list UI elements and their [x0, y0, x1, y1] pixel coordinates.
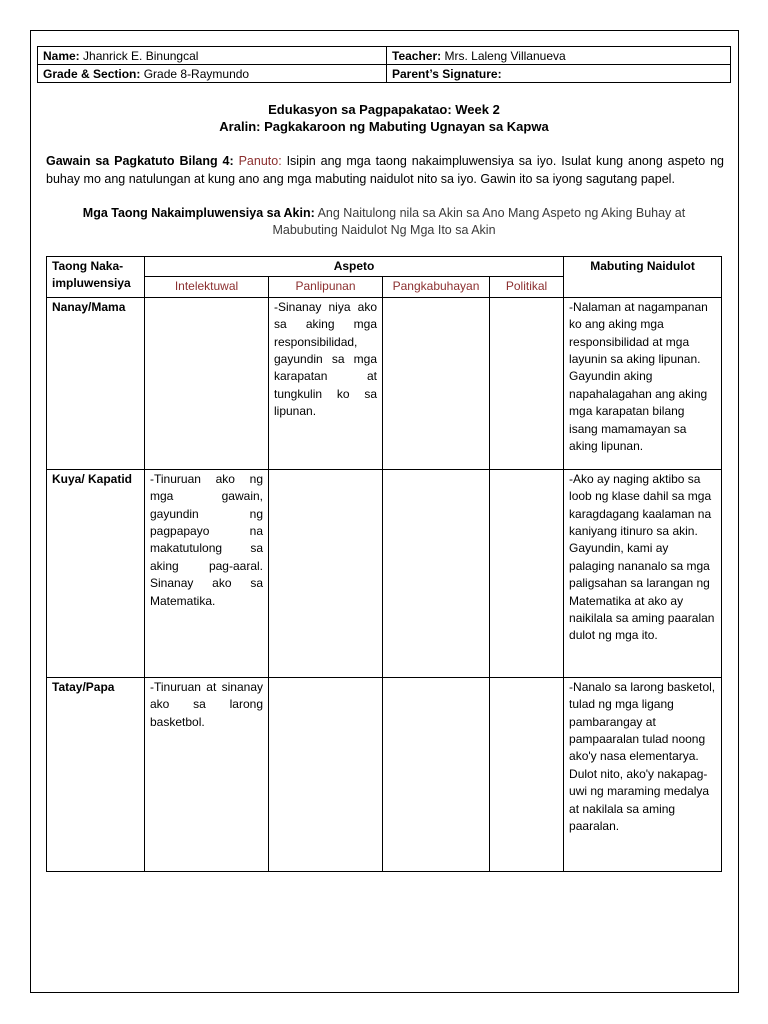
instructions: [46, 152, 724, 188]
name-value: Jhanrick E. Binungcal: [83, 48, 199, 63]
activity-label: Gawain sa Pagkatuto Bilang 4:: [46, 154, 234, 168]
subheading-line2: Mabubuting Naidulot Ng Mga Ito sa Akin: [272, 223, 496, 237]
subheading-line1: Ang Naitulong nila sa Akin sa Ano Mang Aspeto ng Aking Buhay at: [317, 206, 686, 220]
grade-label: Grade & Section:: [43, 66, 141, 81]
student-info-table: [37, 46, 731, 83]
panlipunan-cell: [269, 469, 383, 677]
intelektuwal-cell: [145, 297, 269, 469]
parent-signature-cell: [387, 65, 731, 83]
table-row: [47, 677, 722, 871]
aspect-intelektuwal: Intelektuwal: [145, 277, 269, 297]
intelektuwal-cell: -Tinuruan ako ng mga gawain, gayundin ng pagpapayo na makatutulong sa aking pag-aaral. Sinanay ako sa Matematika.: [145, 469, 269, 677]
table-row: [47, 469, 722, 677]
aspect-panlipunan: Panlipunan: [269, 277, 383, 297]
intelektuwal-cell: -Tinuruan at sinanay ako sa larong basketbol.: [145, 677, 269, 871]
panlipunan-cell: -Sinanay niya ako sa aking mga responsibilidad, gayundin sa mga karapatan at tungkulin ko sa lipunan.: [269, 297, 383, 469]
person-cell: Kuya/ Kapatid: [47, 469, 145, 677]
info-row-2: [38, 65, 731, 83]
aspect-pangkabuhayan: Pangkabuhayan: [383, 277, 490, 297]
influence-table: [46, 256, 722, 872]
name-label: Name:: [43, 48, 80, 63]
instructions-text: Isipin ang mga taong nakaimpluwensiya sa iyo. Isulat kung anong aspeto ng buhay mo ang natulungan at kung ano ang mga mabuting naidulot nito sa iyo. Gawin ito sa iyong sagutang papel.: [46, 154, 724, 186]
parent-signature-label: Parent’s Signature:: [392, 66, 502, 81]
naidulot-cell: -Ako ay naging aktibo sa loob ng klase dahil sa mga karagdagang kaalaman na kaniyang itinuro sa akin. Gayundin, kami ay palaging nananalo sa mga paligsahan sa larangan ng Matematika at ako ay naikilala sa aming paaralan dulot ng mga ito.: [564, 469, 722, 677]
name-cell: [38, 47, 387, 65]
table-row: [47, 297, 722, 469]
grade-cell: [38, 65, 387, 83]
panuto-label: Panuto:: [238, 154, 282, 168]
person-cell: Nanay/Mama: [47, 297, 145, 469]
naidulot-cell: -Nalaman at nagampanan ko ang aking mga responsibilidad at mga layunin sa aking lipunan. Gayundin aking napahalagahan ang aking mga karapatan bilang isang mamamayan sa aking lipunan.: [564, 297, 722, 469]
panlipunan-cell: [269, 677, 383, 871]
col-result-header: Mabuting Naidulot: [564, 257, 722, 298]
teacher-label: Teacher:: [392, 48, 442, 63]
teacher-cell: [387, 47, 731, 65]
naidulot-cell: -Nanalo sa larong basketol, tulad ng mga ligang pambarangay at pampaaralan tulad noong ako'y nasa elementarya. Dulot nito, ako'y nakapag-uwi ng maraming medalya at nakilala sa aming paaralan.: [564, 677, 722, 871]
politikal-cell: [490, 297, 564, 469]
pangkabuhayan-cell: [383, 297, 490, 469]
table-header-row: [47, 257, 722, 277]
person-cell: Tatay/Papa: [47, 677, 145, 871]
aspect-politikal: Politikal: [490, 277, 564, 297]
col-aspeto-header: Aspeto: [145, 257, 564, 277]
pangkabuhayan-cell: [383, 677, 490, 871]
grade-value: Grade 8-Raymundo: [143, 66, 250, 81]
lesson-title: [40, 101, 728, 135]
subheading-bold: Mga Taong Nakaimpluwensiya sa Akin:: [82, 206, 315, 220]
table-subheading: [60, 205, 708, 239]
lesson-name-title: Aralin: Pagkakaroon ng Mabuting Ugnayan sa Kapwa: [219, 119, 549, 134]
teacher-value: Mrs. Laleng Villanueva: [444, 48, 566, 63]
politikal-cell: [490, 469, 564, 677]
politikal-cell: [490, 677, 564, 871]
info-row-1: [38, 47, 731, 65]
pangkabuhayan-cell: [383, 469, 490, 677]
col-person-header: Taong Naka-impluwensiya: [47, 257, 145, 298]
subject-week-title: Edukasyon sa Pagpapakatao: Week 2: [268, 102, 500, 117]
